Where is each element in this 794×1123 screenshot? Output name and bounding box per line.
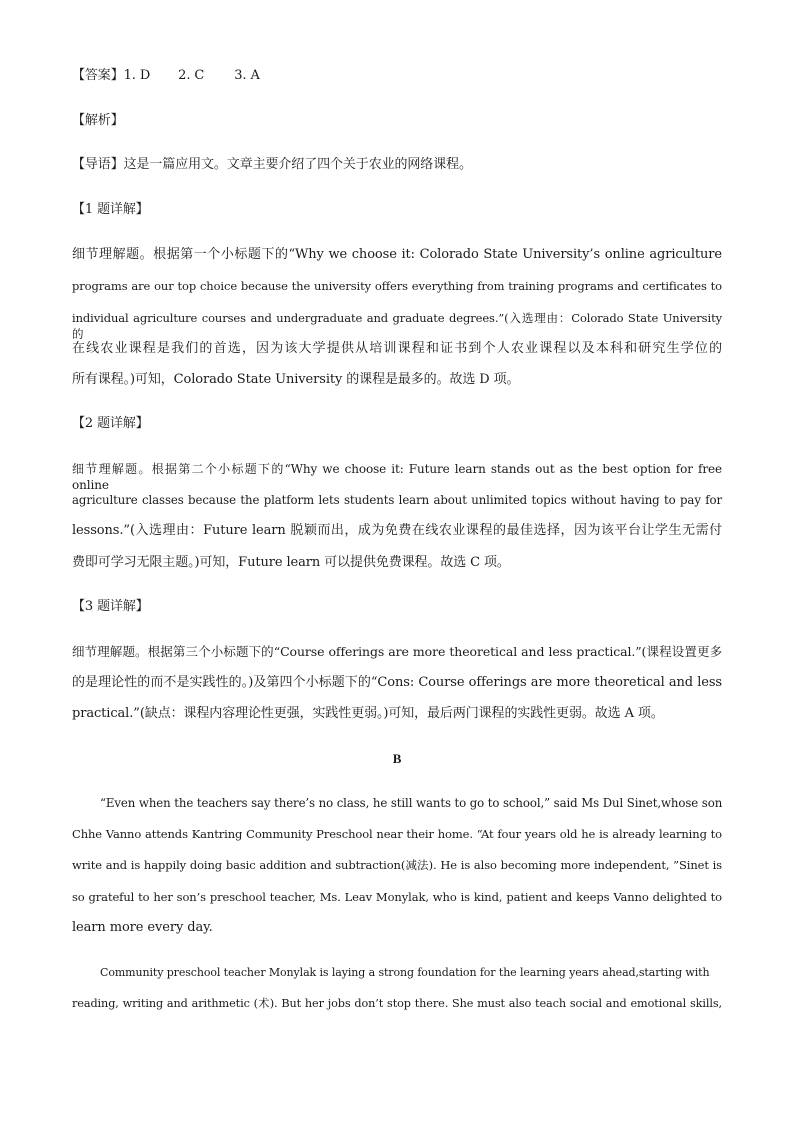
para1-line-3: write and is happily doing basic addition and subtraction(减法). He is also becoming more independent, ”Sinet is xyxy=(72,858,722,872)
answer-label: 【答案】 xyxy=(72,68,124,83)
q1-line-5: 所有课程。)可知，Colorado State University 的课程是最多的。故选 D 项。 xyxy=(72,372,520,387)
para1-line-2: Chhe Vanno attends Kantring Community Preschool near their home. “At four years old he is already learning to xyxy=(72,827,722,841)
section-b-title: B xyxy=(392,751,402,766)
q1-line-2: programs are our top choice because the university offers everything from training programs and certificates to xyxy=(72,279,722,293)
answer-item-2: 2. C xyxy=(178,68,205,83)
q2-heading: 【2 题详解】 xyxy=(72,416,149,431)
q3-line-2: 的是理论性的而不是实践性的。)及第四个小标题下的“Cons: Course offerings are more theoretical and less xyxy=(72,675,722,690)
q2-line-3: lessons.”(入选理由：Future learn 脱颖而出，成为免费在线农业课程的最佳选择，因为该平台让学生无需付 xyxy=(72,523,722,538)
q3-line-1: 细节理解题。根据第三个小标题下的“Course offerings are more theoretical and less practical.”(课程设置更多 xyxy=(72,644,722,659)
para1-line-5: learn more every day. xyxy=(72,920,213,935)
q3-heading: 【3 题详解】 xyxy=(72,599,149,614)
para2-line-1: Community preschool teacher Monylak is laying a strong foundation for the learning years ahead,starting with xyxy=(100,966,710,979)
answer-row xyxy=(72,68,722,84)
q1-line-4: 在线农业课程是我们的首选，因为该大学提供从培训课程和证书到个人农业课程以及本科和研究生学位的 xyxy=(72,341,722,356)
q2-line-4: 费即可学习无限主题。)可知，Future learn 可以提供免费课程。故选 C 项。 xyxy=(72,555,510,570)
answer-item-3: 3. A xyxy=(234,68,260,83)
answer-item-1: 1. D xyxy=(123,68,151,83)
q1-line-1: 细节理解题。根据第一个小标题下的“Why we choose it: Colorado State University’s online agriculture xyxy=(72,247,722,262)
q2-line-1: 细节理解题。根据第二个小标题下的“Why we choose it: Future learn stands out as the best option for free online xyxy=(72,462,722,492)
q1-line-3: individual agriculture courses and undergraduate and graduate degrees.”(入选理由：Colorado State University 的 xyxy=(72,311,722,341)
para2-line-2: reading, writing and arithmetic (术). But her jobs don’t stop there. She must also teach social and emotional skills, xyxy=(72,997,722,1010)
para1-line-1: “Even when the teachers say there’s no class, he still wants to go to school,” said Ms Dul Sinet,whose son xyxy=(100,796,723,810)
q3-line-3: practical.”(缺点：课程内容理论性更强，实践性更弱。)可知，最后两门课程的实践性更弱。故选 A 项。 xyxy=(72,706,664,721)
para1-line-4: so grateful to her son’s preschool teacher, Ms. Leav Monylak, who is kind, patient and keeps Vanno delighted to xyxy=(72,890,722,904)
q1-heading: 【1 题详解】 xyxy=(72,202,149,217)
analysis-label: 【解析】 xyxy=(72,113,124,128)
guide-text: 【导语】这是一篇应用文。文章主要介绍了四个关于农业的网络课程。 xyxy=(72,157,472,172)
q2-line-2: agriculture classes because the platform lets students learn about unlimited topics without having to pay for xyxy=(72,493,722,507)
